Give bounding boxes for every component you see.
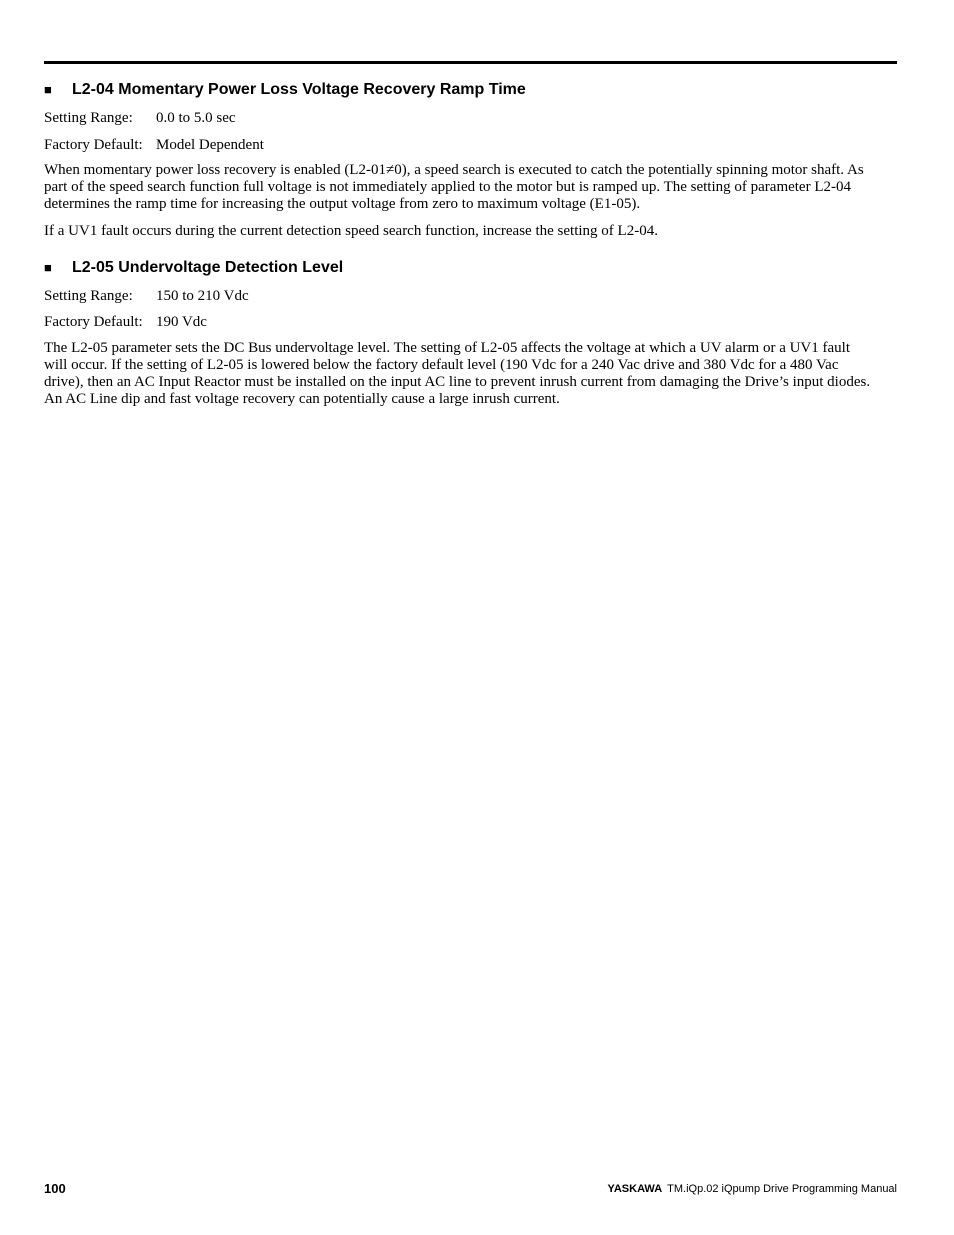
setting-range-value: 0.0 to 5.0 sec (156, 110, 236, 126)
brand-name: YASKAWA (607, 1183, 663, 1195)
paragraph-line: part of the speed search function full voltage is not immediately applied to the motor but is ramped up. The setting of parameter L2-04 (44, 179, 851, 195)
setting-range-row (44, 287, 249, 305)
factory-default-value: Model Dependent (156, 137, 264, 153)
setting-range-label: Setting Range: (44, 288, 133, 304)
factory-default-label: Factory Default: (44, 314, 143, 330)
page-number: 100 (44, 1181, 66, 1196)
description-paragraph (44, 162, 897, 213)
setting-range-row (44, 109, 236, 127)
section-title: L2-04 Momentary Power Loss Voltage Recovery Ramp Time (72, 81, 526, 98)
section-title: L2-05 Undervoltage Detection Level (72, 259, 344, 276)
paragraph-line: The L2-05 parameter sets the DC Bus undervoltage level. The setting of L2-05 affects the voltage at which a UV alarm or a UV1 fault (44, 340, 851, 356)
description-paragraph (44, 223, 897, 240)
factory-default-row (44, 136, 264, 154)
square-bullet-icon: ■ (44, 260, 52, 275)
paragraph-line: will occur. If the setting of L2-05 is lowered below the factory default level (190 Vdc for a 240 Vac drive and 380 Vdc for a 480 Vac (44, 357, 839, 373)
paragraph-line: An AC Line dip and fast voltage recovery can potentially cause a large inrush current. (44, 391, 560, 407)
section-heading-l2-04 (44, 80, 526, 100)
footer-manual-title (608, 1183, 897, 1195)
manual-title: TM.iQp.02 iQpump Drive Programming Manual (667, 1183, 897, 1195)
square-bullet-icon: ■ (44, 82, 52, 97)
header-rule (44, 61, 897, 64)
paragraph-line: determines the ramp time for increasing the output voltage from zero to maximum voltage (E1-05). (44, 196, 641, 212)
factory-default-label: Factory Default: (44, 137, 143, 153)
factory-default-value: 190 Vdc (156, 314, 207, 330)
paragraph-line: drive), then an AC Input Reactor must be installed on the input AC line to prevent inrush current from damaging the Drive’s input diodes. (44, 374, 871, 390)
setting-range-label: Setting Range: (44, 110, 133, 126)
factory-default-row (44, 313, 207, 331)
setting-range-value: 150 to 210 Vdc (156, 288, 249, 304)
paragraph-line: When momentary power loss recovery is enabled (L2-01≠0), a speed search is executed to catch the potentially spinning motor shaft. As (44, 162, 864, 178)
paragraph-line: If a UV1 fault occurs during the current detection speed search function, increase the setting of L2-04. (44, 223, 658, 239)
description-paragraph (44, 340, 897, 408)
section-heading-l2-05 (44, 258, 343, 278)
